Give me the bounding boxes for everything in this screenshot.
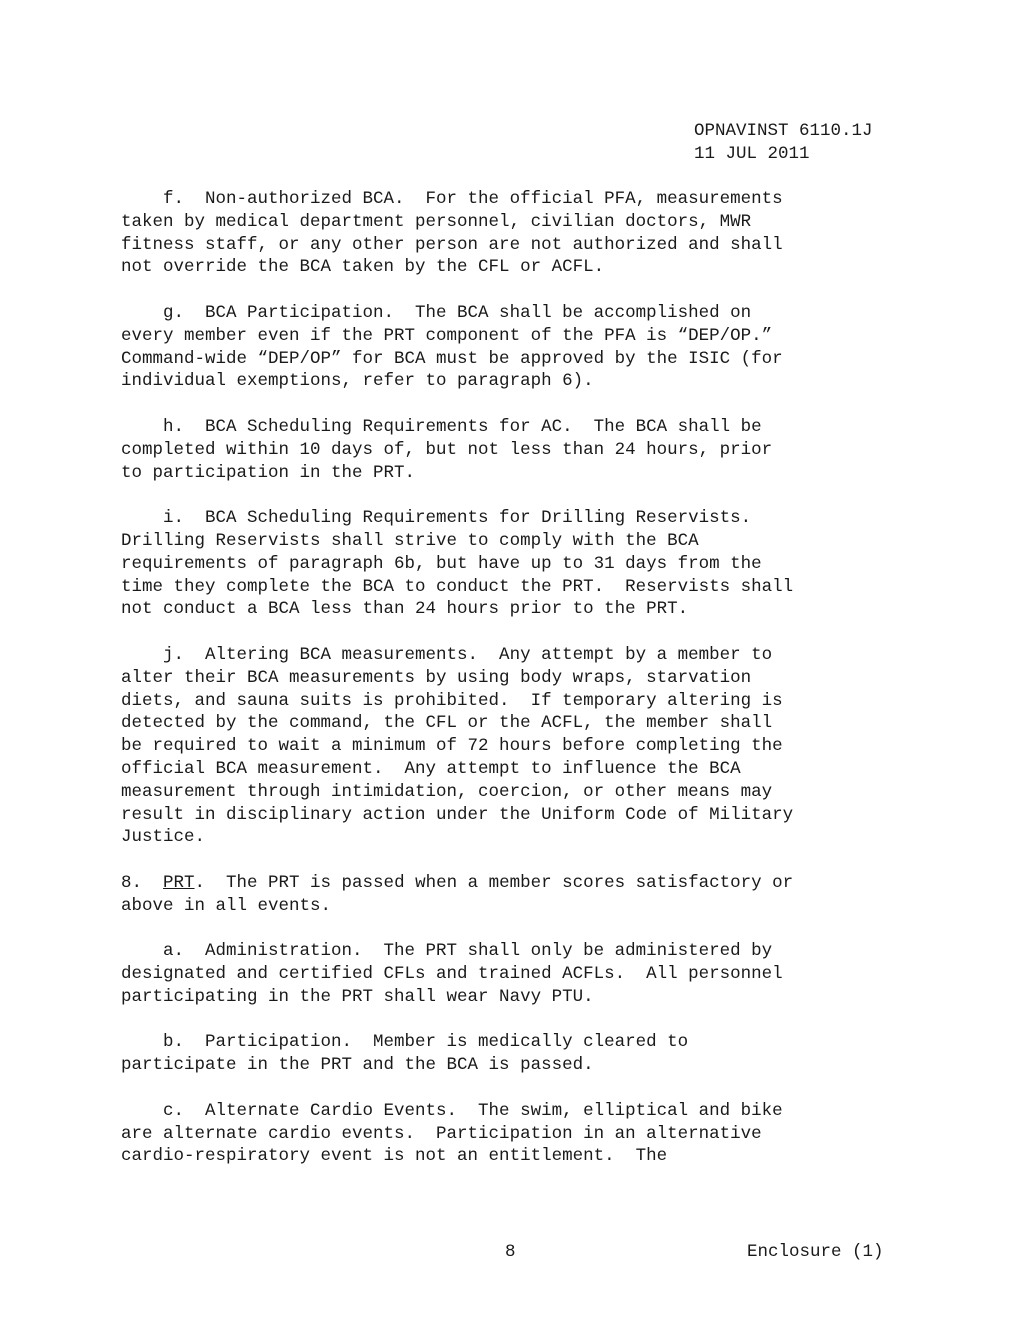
instruction-number: OPNAVINST 6110.1J [694,121,873,141]
text-line: to participation in the PRT. [121,462,416,483]
text-line: j. Altering BCA measurements. Any attempt by a member to [121,644,773,665]
text-line: measurement through intimidation, coercion, or other means may [121,781,773,802]
paragraph-7g [121,302,911,393]
text-line: a. Administration. The PRT shall only be administered by [121,941,773,962]
text-line: h. BCA Scheduling Requirements for AC. The BCA shall be [121,416,762,437]
paragraph-7i [121,507,911,621]
text-line: above in all events. [121,895,332,916]
paragraph-8b [121,1031,911,1077]
text-line: diets, and sauna suits is prohibited. If temporary altering is [121,690,783,711]
text-line: c. Alternate Cardio Events. The swim, elliptical and bike [121,1100,783,1121]
text-line: not conduct a BCA less than 24 hours prior to the PRT. [121,599,689,620]
text-line: individual exemptions, refer to paragraph 6). [121,371,594,392]
paragraph-7h [121,416,911,484]
text-line: taken by medical department personnel, civilian doctors, MWR [121,211,752,232]
text-line: time they complete the BCA to conduct the PRT. Reservists shall [121,576,794,597]
text-line: Justice. [121,827,206,848]
text-line: every member even if the PRT component of the PFA is “DEP/OP.” [121,325,773,346]
text-line: b. Participation. Member is medically cleared to [121,1032,689,1053]
text-line: completed within 10 days of, but not less than 24 hours, prior [121,439,773,460]
page-number: 8 [505,1242,516,1262]
enclosure-label: Enclosure (1) [747,1242,884,1262]
section-heading-line [121,872,911,895]
text-line: participate in the PRT and the BCA is passed. [121,1055,594,1076]
text-line: participating in the PRT shall wear Navy PTU. [121,986,594,1007]
text-line: fitness staff, or any other person are not authorized and shall [121,234,783,255]
text-line: requirements of paragraph 6b, but have up to 31 days from the [121,553,762,574]
text-line: i. BCA Scheduling Requirements for Drilling Reservists. [121,508,752,529]
text-line: designated and certified CFLs and trained ACFLs. All personnel [121,964,783,985]
section-title: PRT [163,872,195,893]
text-line: official BCA measurement. Any attempt to influence the BCA [121,758,741,779]
text-line: Drilling Reservists shall strive to comply with the BCA [121,530,699,551]
paragraph-8a [121,940,911,1008]
section-8-prt [121,872,911,918]
section-number: 8. [121,872,164,893]
text-line: are alternate cardio events. Participation in an alternative [121,1123,762,1144]
document-body [121,188,911,1191]
paragraph-7j [121,644,911,849]
text-line: cardio-respiratory event is not an entitlement. The [121,1146,668,1167]
text-line: g. BCA Participation. The BCA shall be accomplished on [121,302,752,323]
text-line: be required to wait a minimum of 72 hours before completing the [121,736,783,757]
paragraph-8c [121,1100,911,1168]
text-line: Command-wide “DEP/OP” for BCA must be approved by the ISIC (for [121,348,783,369]
section-heading-text: . The PRT is passed when a member scores satisfactory or [194,872,794,893]
text-line: not override the BCA taken by the CFL or ACFL. [121,257,605,278]
instruction-date: 11 JUL 2011 [694,144,810,164]
document-header [694,120,873,166]
paragraph-7f [121,188,911,279]
text-line: alter their BCA measurements by using body wraps, starvation [121,667,752,688]
text-line: detected by the command, the CFL or the ACFL, the member shall [121,713,773,734]
text-line: result in disciplinary action under the Uniform Code of Military [121,804,794,825]
text-line: f. Non-authorized BCA. For the official PFA, measurements [121,189,783,209]
